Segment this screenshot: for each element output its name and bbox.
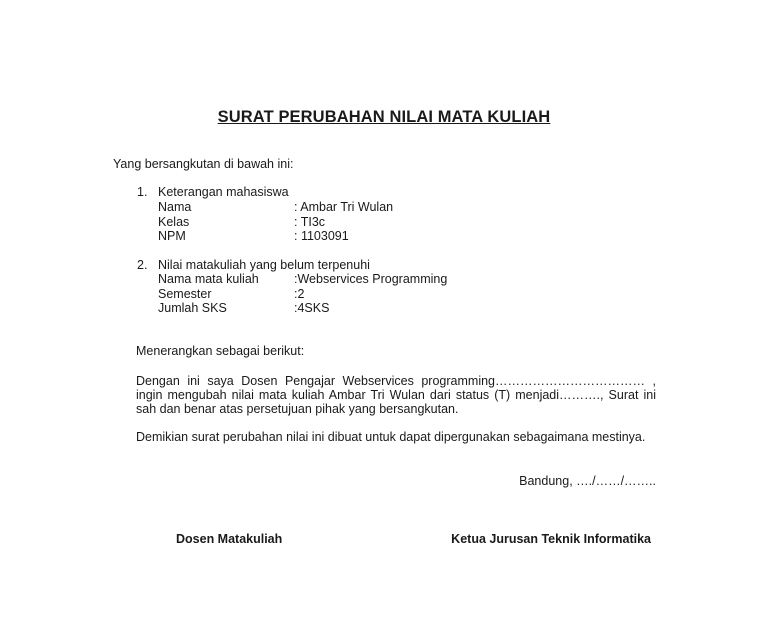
- place-date: Bandung, …./……/……..: [519, 474, 656, 488]
- section1-number: 1.: [137, 185, 148, 199]
- student-class-label: Kelas: [158, 215, 190, 229]
- student-npm-value: : 1103091: [294, 229, 349, 243]
- section2-title: Nilai matakuliah yang belum terpenuhi: [158, 258, 370, 272]
- body-line-2: ingin mengubah nilai mata kuliah Ambar Tri Wulan dari status (T) menjadi………., Surat ini: [136, 388, 656, 402]
- credits-value: :4SKS: [294, 301, 330, 315]
- signature-head-of-department: Ketua Jurusan Teknik Informatika: [451, 532, 651, 546]
- document-title: SURAT PERUBAHAN NILAI MATA KULIAH: [217, 108, 551, 126]
- body-line-1: Dengan ini saya Dosen Pengajar Webservices programming……………………………… ,: [136, 374, 656, 388]
- credits-label: Jumlah SKS: [158, 301, 227, 315]
- semester-value: :2: [294, 287, 305, 301]
- semester-label: Semester: [158, 287, 212, 301]
- course-name-value: :Webservices Programming: [294, 272, 448, 286]
- student-npm-label: NPM: [158, 229, 186, 243]
- student-name-value: : Ambar Tri Wulan: [294, 200, 394, 214]
- explain-heading: Menerangkan sebagai berikut:: [136, 344, 305, 358]
- intro-text: Yang bersangkutan di bawah ini:: [113, 157, 294, 171]
- signature-lecturer: Dosen Matakuliah: [176, 532, 283, 546]
- section1-title: Keterangan mahasiswa: [158, 185, 289, 199]
- body-line-3: sah dan benar atas persetujuan pihak yang bersangkutan.: [136, 402, 459, 416]
- student-class-value: : TI3c: [294, 215, 326, 229]
- closing-text: Demikian surat perubahan nilai ini dibuat untuk dapat dipergunakan sebagaimana mestinya.: [136, 430, 646, 444]
- course-name-label: Nama mata kuliah: [158, 272, 259, 286]
- student-name-label: Nama: [158, 200, 192, 214]
- section2-number: 2.: [137, 258, 148, 272]
